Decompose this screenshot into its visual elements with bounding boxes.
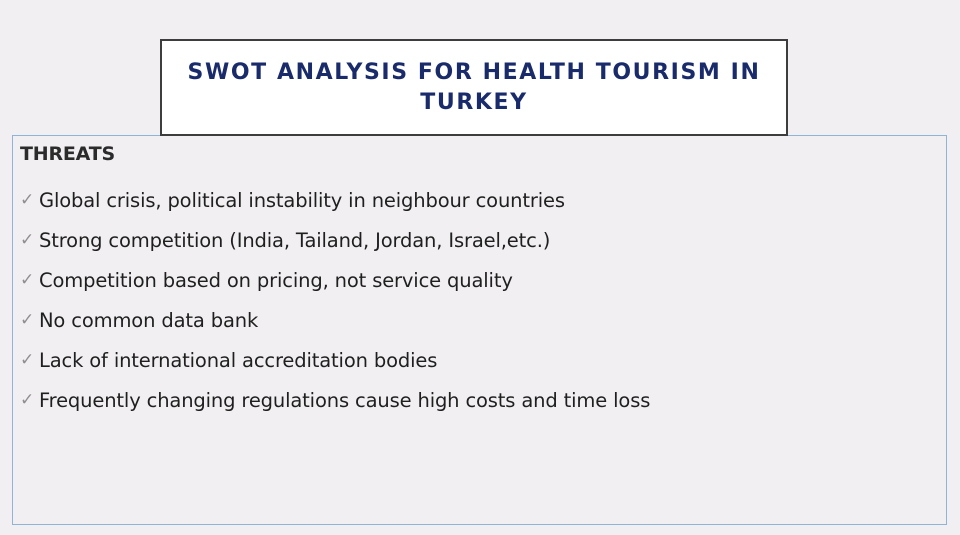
list-item-text: Competition based on pricing, not service quality — [39, 268, 513, 292]
list-item-text: Strong competition (India, Tailand, Jordan, Israel,etc.) — [39, 228, 551, 252]
check-icon: ✓ — [20, 390, 35, 410]
list-item-text: Global crisis, political instability in neighbour countries — [39, 188, 565, 212]
check-icon: ✓ — [20, 230, 35, 250]
check-icon: ✓ — [20, 350, 35, 370]
list-item — [20, 300, 650, 340]
section-heading: THREATS — [20, 143, 115, 165]
title-box — [160, 39, 788, 136]
threat-list — [20, 180, 650, 420]
check-icon: ✓ — [20, 310, 35, 330]
list-item-text: No common data bank — [39, 308, 259, 332]
list-item-text: Frequently changing regulations cause high costs and time loss — [39, 388, 651, 412]
list-item — [20, 380, 650, 420]
list-item — [20, 340, 650, 380]
list-item — [20, 260, 650, 300]
slide-title: SWOT ANALYSIS FOR HEALTH TOURISM IN TURKEY — [187, 59, 761, 115]
check-icon: ✓ — [20, 190, 35, 210]
list-item — [20, 180, 650, 220]
list-item — [20, 220, 650, 260]
list-item-text: Lack of international accreditation bodies — [39, 348, 438, 372]
check-icon: ✓ — [20, 270, 35, 290]
